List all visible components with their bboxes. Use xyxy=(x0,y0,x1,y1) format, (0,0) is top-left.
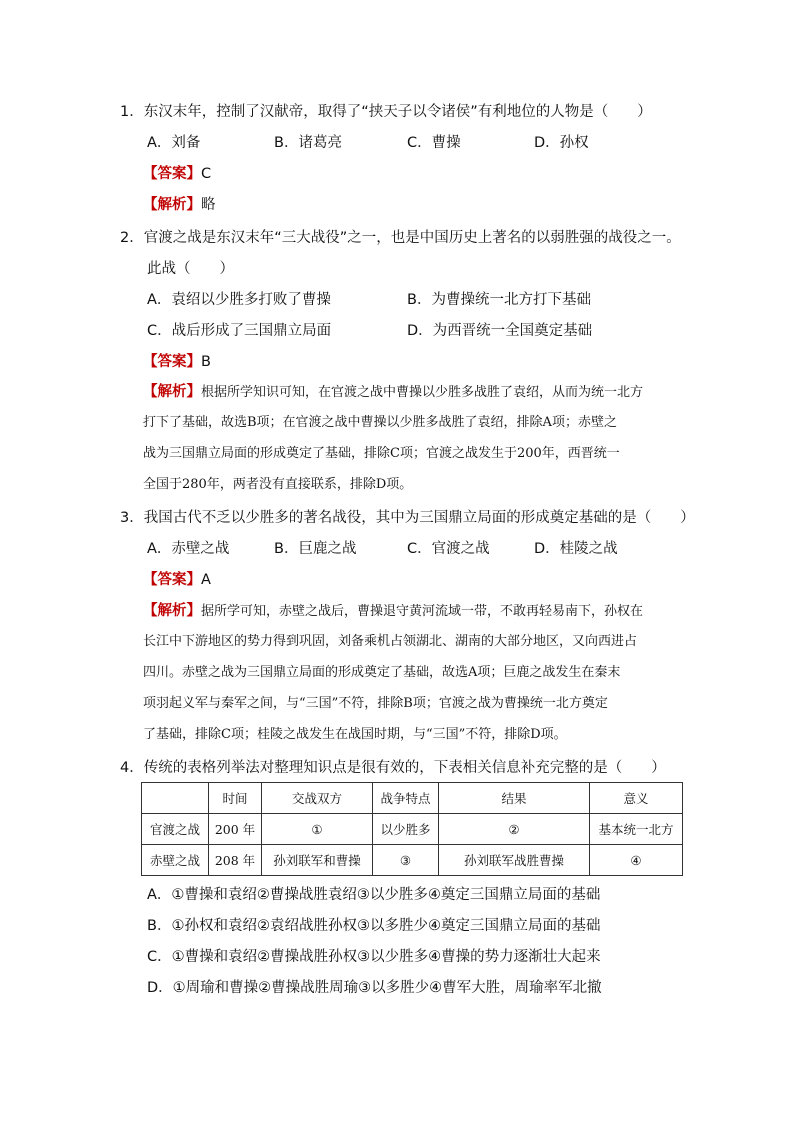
q2-option-b: B．为曹操统一北方打下基础 xyxy=(407,292,591,308)
q2-explanation-line1 xyxy=(143,382,643,403)
q1-answer xyxy=(143,164,211,184)
answer-tag: 【答案】 xyxy=(143,572,201,588)
battle-table xyxy=(141,782,683,876)
q3-explanation-line5: 了基础，排除C项；桂陵之战发生在战国时期，与“三国”不符，排除D项。 xyxy=(143,727,567,742)
q3-explanation-line1 xyxy=(143,601,643,622)
question-2-stem-line1: 2．官渡之战是东汉末年“三大战役”之一，也是中国历史上著名的以弱胜强的战役之一。 xyxy=(120,230,681,246)
table-cell: ③ xyxy=(373,845,439,876)
table-row xyxy=(142,814,683,845)
q3-option-b: B．巨鹿之战 xyxy=(274,541,357,557)
table-row xyxy=(142,845,683,876)
table-cell: 基本统一北方 xyxy=(590,814,683,845)
table-cell: 孙刘联军战胜曹操 xyxy=(439,845,590,876)
q2-option-a: A．袁绍以少胜多打败了曹操 xyxy=(147,292,331,308)
q1-option-b: B．诸葛亮 xyxy=(274,135,342,151)
q2-explanation-line4: 全国于280年，两者没有直接联系，排除D项。 xyxy=(143,477,413,492)
table-cell: 以少胜多 xyxy=(373,814,439,845)
q2-answer xyxy=(143,352,211,372)
question-4-stem: 4．传统的表格列举法对整理知识点是很有效的，下表相关信息补充完整的是（ ） xyxy=(120,760,666,776)
q1-option-a: A．刘备 xyxy=(147,135,201,151)
q2-option-c: C．战后形成了三国鼎立局面 xyxy=(147,323,332,339)
explanation-text: 略 xyxy=(201,197,216,213)
explanation-tag: 【解析】 xyxy=(143,197,201,213)
q1-option-d: D．孙权 xyxy=(534,135,589,151)
q3-explanation-line3: 四川。赤壁之战为三国鼎立局面的形成奠定了基础，故选A项；巨鹿之战发生在秦末 xyxy=(143,665,621,680)
q3-option-c: C．官渡之战 xyxy=(407,541,490,557)
q3-explanation-line2: 长江中下游地区的势力得到巩固，刘备乘机占领湖北、湖南的大部分地区，又向西进占 xyxy=(143,634,638,649)
table-header-cell xyxy=(142,783,209,814)
q3-explanation-line4: 项羽起义军与秦军之间，与“三国”不符，排除B项；官渡之战为曹操统一北方奠定 xyxy=(143,696,608,711)
table-header-cell: 交战双方 xyxy=(262,783,373,814)
table-cell: 208 年 xyxy=(209,845,262,876)
question-3-stem: 3．我国古代不乏以少胜多的著名战役，其中为三国鼎立局面的形成奠定基础的是（ ） xyxy=(120,510,695,526)
q1-explanation xyxy=(143,195,216,215)
q4-option-d: D．①周瑜和曹操②曹操战胜周瑜③以多胜少④曹军大胜，周瑜率军北撤 xyxy=(147,980,602,996)
table-cell: 200 年 xyxy=(209,814,262,845)
answer-value: C xyxy=(201,166,212,182)
question-2-stem-line2: 此战（ ） xyxy=(147,261,234,277)
table-cell: ① xyxy=(262,814,373,845)
q4-option-a: A．①曹操和袁绍②曹操战胜袁绍③以少胜多④奠定三国鼎立局面的基础 xyxy=(147,887,601,903)
table-header-cell: 意义 xyxy=(590,783,683,814)
table-cell: 孙刘联军和曹操 xyxy=(262,845,373,876)
explanation-text: 根据所学知识可知，在官渡之战中曹操以少胜多战胜了袁绍，从而为统一北方 xyxy=(201,385,644,400)
q2-explanation-line2: 打下了基础，故选B项；在官渡之战中曹操以少胜多战胜了袁绍，排除A项；赤壁之 xyxy=(143,415,617,430)
q1-option-c: C．曹操 xyxy=(407,135,461,151)
table-header-cell: 时间 xyxy=(209,783,262,814)
answer-value: B xyxy=(201,354,211,370)
answer-tag: 【答案】 xyxy=(143,354,201,370)
explanation-tag: 【解析】 xyxy=(143,603,201,619)
explanation-tag: 【解析】 xyxy=(143,384,201,400)
table-cell: ④ xyxy=(590,845,683,876)
table-header-cell: 战争特点 xyxy=(373,783,439,814)
q2-option-d: D．为西晋统一全国奠定基础 xyxy=(407,323,593,339)
question-1-stem: 1．东汉末年，控制了汉献帝，取得了“挟天子以令诸侯”有利地位的人物是（ ） xyxy=(120,104,652,120)
answer-tag: 【答案】 xyxy=(143,166,201,182)
q2-explanation-line3: 战为三国鼎立局面的形成奠定了基础，排除C项；官渡之战发生于200年，西晋统一 xyxy=(143,446,620,461)
q4-option-c: C．①曹操和袁绍②曹操战胜孙权③以少胜多④曹操的势力逐渐壮大起来 xyxy=(147,949,601,965)
answer-value: A xyxy=(201,572,211,588)
q4-option-b: B．①孙权和袁绍②袁绍战胜孙权③以多胜少④奠定三国鼎立局面的基础 xyxy=(147,918,601,934)
table-cell: ② xyxy=(439,814,590,845)
table-header-cell: 结果 xyxy=(439,783,590,814)
explanation-text: 据所学可知，赤壁之战后，曹操退守黄河流域一带，不敢再轻易南下，孙权在 xyxy=(201,604,644,619)
q3-option-d: D．桂陵之战 xyxy=(534,541,618,557)
table-cell: 官渡之战 xyxy=(142,814,209,845)
table-cell: 赤壁之战 xyxy=(142,845,209,876)
q3-answer xyxy=(143,570,211,590)
q3-option-a: A．赤壁之战 xyxy=(147,541,230,557)
table-header-row xyxy=(142,783,683,814)
